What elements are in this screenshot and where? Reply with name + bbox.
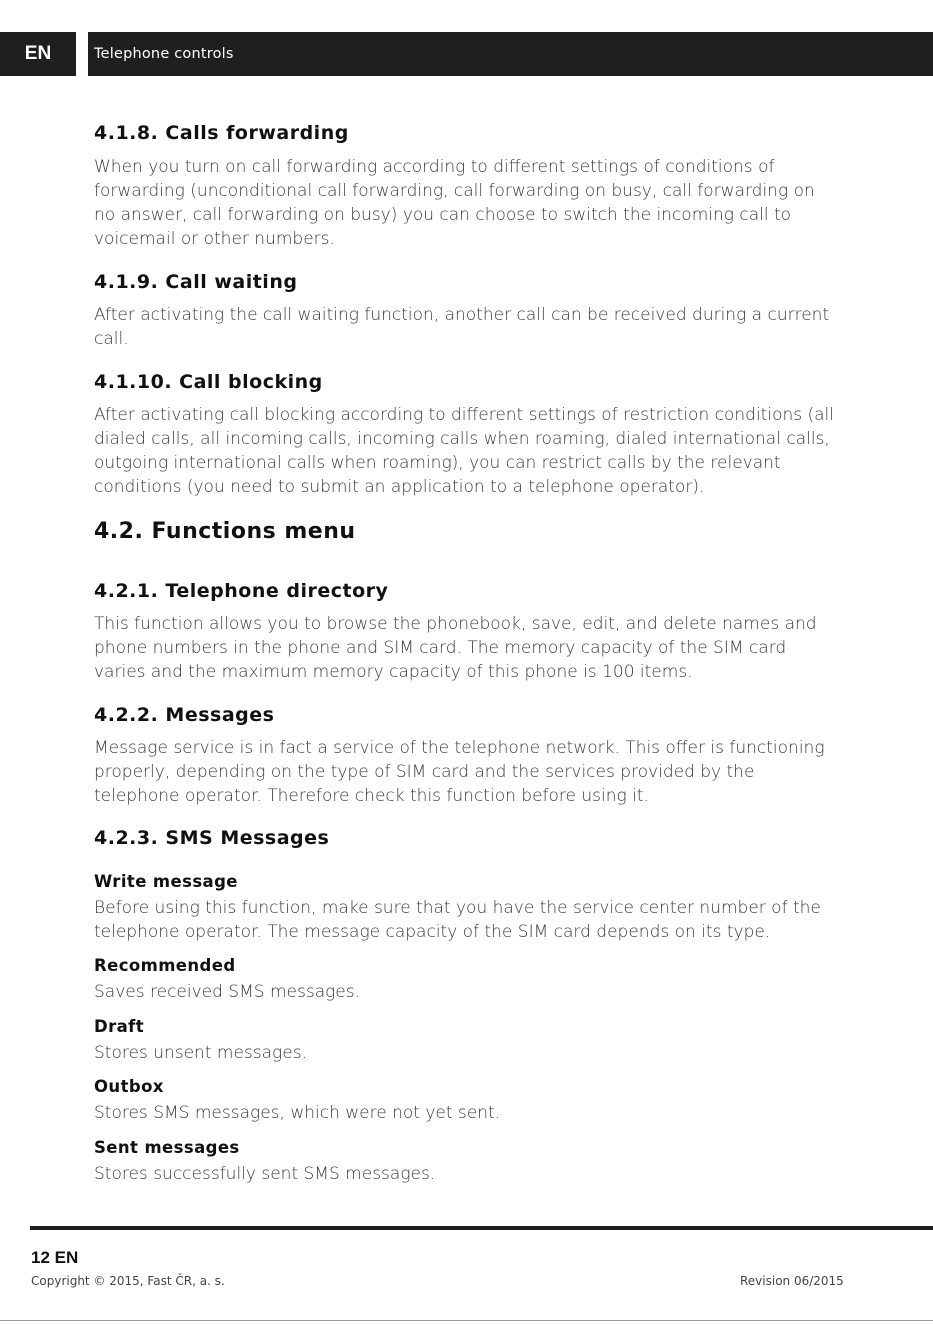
revision-text: Revision 06/2015 [740,1274,844,1288]
header-title: Telephone controls [94,46,234,62]
desc-sent-messages: Stores successfully sent SMS messages. [94,1164,436,1184]
term-write-message: Write message [94,872,238,891]
term-recommended: Recommended [94,956,236,975]
paragraph-4-1-10: After activating call blocking according to different settings of restriction conditions (all dialed calls, all incoming calls, incoming calls when roaming, dialed international calls, outgoing international calls when roaming), you can restrict calls by the relevant conditions (you need to submit an application to a telephone operator). [94,405,834,497]
page-number: 12 EN [31,1248,79,1267]
heading-4-2-3: 4.2.3. SMS Messages [94,827,330,849]
footer-divider [30,1226,933,1230]
heading-4-1-9: 4.1.9. Call waiting [94,271,298,293]
term-outbox: Outbox [94,1077,164,1096]
term-sent-messages: Sent messages [94,1138,240,1157]
heading-4-2: 4.2. Functions menu [94,519,356,544]
heading-4-1-8: 4.1.8. Calls forwarding [94,122,349,144]
heading-4-2-1: 4.2.1. Telephone directory [94,580,389,602]
heading-4-1-10: 4.1.10. Call blocking [94,371,323,393]
desc-write-message: Before using this function, make sure that you have the service center number of the telephone operator. The message capacity of the SIM card depends on its type. [94,898,821,942]
language-badge: EN [0,32,76,76]
paragraph-4-2-1: This function allows you to browse the phonebook, save, edit, and delete names and phone numbers in the phone and SIM card. The memory capacity of the SIM card varies and the maximum memory capacity of this phone is 100 items. [94,614,817,682]
term-draft: Draft [94,1017,145,1036]
paragraph-4-2-2: Message service is in fact a service of the telephone network. This offer is functioning properly, depending on the type of SIM card and the services provided by the telephone operator. Therefore check this function before using it. [94,738,825,806]
bottom-divider [0,1320,933,1321]
desc-draft: Stores unsent messages. [94,1043,307,1063]
page-header [88,32,933,76]
copyright-text: Copyright © 2015, Fast ČR, a. s. [31,1274,225,1288]
desc-recommended: Saves received SMS messages. [94,982,361,1002]
heading-4-2-2: 4.2.2. Messages [94,704,275,726]
paragraph-4-1-9: After activating the call waiting function, another call can be received during a current call. [94,305,830,349]
paragraph-4-1-8: When you turn on call forwarding according to different settings of conditions of forwarding (unconditional call forwarding, call forwarding on busy, call forwarding on no answer, call forwarding on busy) you can choose to switch the incoming call to voicemail or other numbers. [94,157,815,249]
desc-outbox: Stores SMS messages, which were not yet sent. [94,1103,501,1123]
